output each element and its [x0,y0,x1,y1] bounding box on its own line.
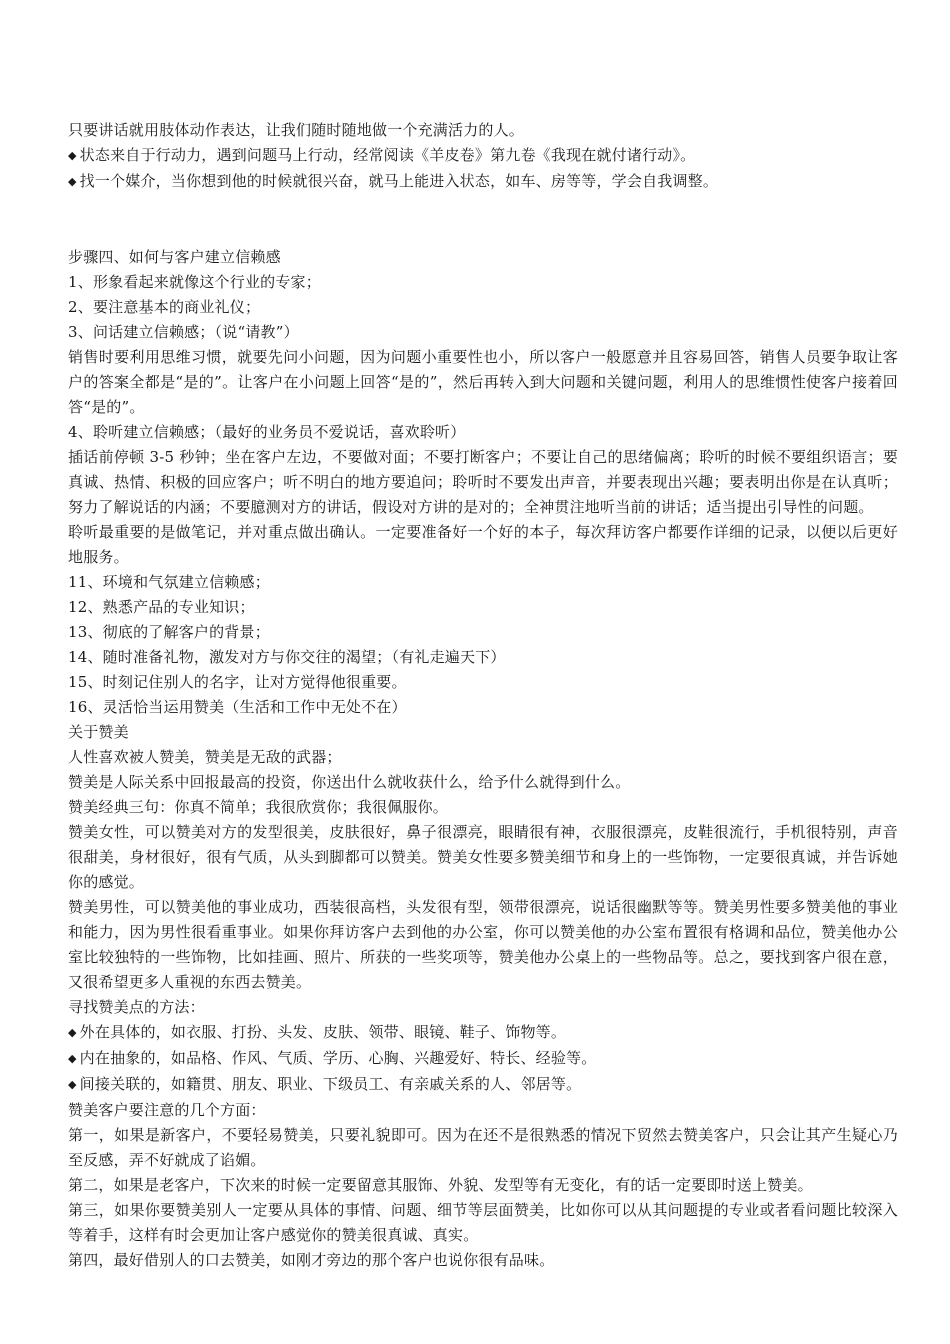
line-text: 外在具体的，如衣服、打扮、头发、皮肤、领带、眼镜、鞋子、饰物等。 [79,1023,567,1041]
line-text: 销售时要利用思维习惯，就要先问小问题，因为问题小重要性也小，所以客户一般愿意并且容易回答，销售人员要争取让客户的答案全都是“是的”。让客户在小问题上回答“是的”，然后再转入到大问题和关键问题，利用人的思维惯性使客户接着回答“是的”。 [68,348,898,416]
text-line [68,795,898,820]
line-text: 第三，如果你要赞美别人一定要从具体的事情、问题、细节等层面赞美，比如你可以从其问题提的专业或者看问题比较深入等着手，这样有时会更加让客户感觉你的赞美很真诚、真实。 [68,1201,898,1244]
bullet-item [68,1020,898,1046]
text-line [68,245,898,270]
paragraph [68,1123,898,1173]
bullet-item [68,1046,898,1072]
line-text: 1、形象看起来就像这个行业的专家； [68,273,321,291]
line-text: 内在抽象的，如品格、作风、气质、学历、心胸、兴趣爱好、特长、经验等。 [79,1049,597,1067]
line-text: 赞美女性，可以赞美对方的发型很美，皮肤很好，鼻子很漂亮，眼睛很有神，衣服很漂亮，皮鞋很流行，手机很特别，声音很甜美，身材很好，很有气质，从头到脚都可以赞美。赞美女性要多赞美细节和身上的一些饰物，一定要很真诚，并告诉她你的感觉。 [68,823,898,891]
line-text: 赞美客户要注意的几个方面： [68,1101,266,1119]
text-line [68,995,898,1020]
diamond-bullet-icon: ◆ [68,175,77,188]
intro-block [68,118,898,195]
line-text: 寻找赞美点的方法： [68,998,205,1016]
text-line [68,1098,898,1123]
line-text: 人性喜欢被人赞美，赞美是无敌的武器； [68,748,342,766]
bullet-item [68,169,898,195]
line-text: 3、问话建立信赖感；（说“请教”） [68,323,299,341]
paragraph [68,445,898,520]
text-line [68,570,898,595]
section-gap [68,195,898,245]
line-text: 状态来自于行动力，遇到问题马上行动，经常阅读《羊皮卷》第九卷《我现在就付诸行动》。 [79,146,696,164]
text-line [68,1248,898,1273]
line-text: 15、时刻记住别人的名字，让对方觉得他很重要。 [68,673,407,691]
line-text: 赞美经典三句：你真不简单；我很欣赏你；我很佩服你。 [68,798,449,816]
text-line [68,420,898,445]
line-text: 16、灵活恰当运用赞美（生活和工作中无处不在） [68,698,407,716]
text-line [68,1173,898,1198]
text-line [68,595,898,620]
diamond-bullet-icon: ◆ [68,1026,77,1039]
trust-building-section [68,245,898,1273]
line-text: 第二，如果是老客户，下次来的时候一定要留意其服饰、外貌、发型等有无变化，有的话一定要即时送上赞美。 [68,1176,813,1194]
paragraph [68,820,898,895]
paragraph [68,895,898,995]
line-text: 13、彻底的了解客户的背景； [68,623,270,641]
paragraph [68,345,898,420]
line-text: 间接关联的，如籍贯、朋友、职业、下级员工、有亲戚关系的人、邻居等。 [79,1075,582,1093]
paragraph [68,1198,898,1248]
text-line [68,745,898,770]
text-line [68,320,898,345]
text-line [68,670,898,695]
bullet-item [68,143,898,169]
line-text: 只要讲话就用肢体动作表达，让我们随时随地做一个充满活力的人。 [68,121,525,139]
line-text: 找一个媒介，当你想到他的时候就很兴奋，就马上能进入状态，如车、房等等，学会自我调整。 [79,172,719,190]
text-line [68,118,898,143]
line-text: 插话前停顿 3-5 秒钟；坐在客户左边，不要做对面；不要打断客户；不要让自己的思绪偏离；聆听的时候不要组织语言；要真诚、热情、积极的回应客户；听不明白的地方要追问；聆听时不要发出声音，并要表现出兴趣；要表明出你是在认真听；努力了解说话的内涵；不要臆测对方的讲话，假设对方讲的是对的；全神贯注地听当前的讲话；适当提出引导性的问题。 [68,448,898,516]
line-text: 11、环境和气氛建立信赖感； [68,573,270,591]
text-line [68,695,898,720]
text-line [68,620,898,645]
text-line [68,720,898,745]
line-text: 14、随时准备礼物，激发对方与你交往的渴望；（有礼走遍天下） [68,648,506,666]
paragraph [68,520,898,570]
text-line [68,645,898,670]
line-text: 第四，最好借别人的口去赞美，如刚才旁边的那个客户也说你很有品味。 [68,1251,555,1269]
line-text: 12、熟悉产品的专业知识； [68,598,255,616]
line-text: 关于赞美 [68,723,129,741]
line-text: 2、要注意基本的商业礼仪； [68,298,261,316]
diamond-bullet-icon: ◆ [68,1078,77,1091]
line-text: 赞美男性，可以赞美他的事业成功，西装很高档，头发很有型，领带很漂亮，说话很幽默等等。赞美男性要多赞美他的事业和能力，因为男性很看重事业。如果你拜访客户去到他的办公室，你可以赞美他的办公室布置很有格调和品位，赞美他办公室比较独特的一些饰物，比如挂画、照片、所获的一些奖项等，赞美他办公桌上的一些物品等。总之，要找到客户很在意，又很希望更多人重视的东西去赞美。 [68,898,898,991]
diamond-bullet-icon: ◆ [68,1052,77,1065]
line-text: 赞美是人际关系中回报最高的投资，你送出什么就收获什么，给予什么就得到什么。 [68,773,631,791]
text-line [68,770,898,795]
document-page [68,118,898,1273]
line-text: 第一，如果是新客户，不要轻易赞美，只要礼貌即可。因为在还不是很熟悉的情况下贸然去赞美客户，只会让其产生疑心乃至反感，弄不好就成了谄媚。 [68,1126,898,1169]
bullet-item [68,1072,898,1098]
diamond-bullet-icon: ◆ [68,149,77,162]
line-text: 步骤四、如何与客户建立信赖感 [68,248,281,266]
line-text: 聆听最重要的是做笔记，并对重点做出确认。一定要准备好一个好的本子，每次拜访客户都要作详细的记录，以便以后更好地服务。 [68,523,898,566]
text-line [68,295,898,320]
line-text: 4、聆听建立信赖感；（最好的业务员不爱说话，喜欢聆听） [68,423,466,441]
text-line [68,270,898,295]
